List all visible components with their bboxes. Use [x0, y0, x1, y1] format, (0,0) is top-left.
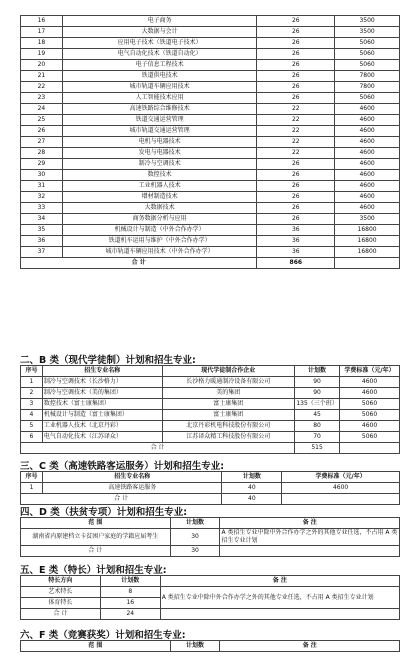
plan-count: 22 [257, 115, 335, 126]
plan-count: 22 [257, 104, 335, 115]
table-row [21, 115, 400, 126]
major-name: 大数据与会计 [62, 27, 257, 38]
section-a-table [20, 15, 400, 269]
plan-count: 90 [295, 377, 340, 388]
e-note: A 类招生专业中除中外合作办学之外的其他专业任选，不占用 A 类招生专业计划 [160, 587, 399, 609]
major-name: 电子商务 [62, 16, 257, 27]
major-name: 铁道交通运营管理 [62, 115, 257, 126]
table-row [21, 170, 400, 181]
row-number: 1 [21, 377, 43, 388]
table-row [21, 247, 400, 258]
table-row [21, 236, 400, 247]
table-row [21, 377, 400, 388]
table-row [21, 27, 400, 38]
e-dir-sport: 体育特长 [21, 598, 101, 609]
partner-company: 北京丹彩机电科技股份有限公司 [162, 421, 295, 432]
partner-company: 江苏译众精工科技股份有限公司 [162, 432, 295, 443]
header-row [21, 472, 400, 483]
plan-count: 36 [257, 236, 335, 247]
total-row [21, 258, 400, 269]
plan-count: 26 [257, 159, 335, 170]
plan-count: 26 [257, 192, 335, 203]
row-number: 18 [21, 38, 63, 49]
major-name: 工业机器人技术（北京丹彩） [42, 421, 162, 432]
section-f-table [20, 640, 400, 652]
major-name: 制冷与空调技术（长沙格力） [42, 377, 162, 388]
tuition-fee: 5060 [335, 60, 400, 71]
tuition-fee: 7800 [335, 71, 400, 82]
major-name: 数控技术（富士康集团） [42, 399, 162, 410]
total-label: 合 计 [21, 494, 222, 505]
major-name: 电子信息工程技术 [62, 60, 257, 71]
major-name: 制冷与空调技术 [62, 159, 257, 170]
b-header-1: 招生专业名称 [42, 366, 162, 377]
row-number: 19 [21, 49, 63, 60]
d-plan: 30 [170, 529, 220, 546]
plan-count: 26 [257, 82, 335, 93]
row-number: 21 [21, 71, 63, 82]
table-row [21, 181, 400, 192]
major-name: 铁道机车运用与维护（中外合作办学） [62, 236, 257, 247]
plan-count: 26 [257, 93, 335, 104]
table-row [21, 421, 400, 432]
row-number: 1 [21, 483, 43, 494]
e-header-plan: 计划数 [100, 576, 160, 587]
row-number: 22 [21, 82, 63, 93]
tuition-fee: 4600 [335, 104, 400, 115]
major-name: 制冷与空调技术（美的集团） [42, 388, 162, 399]
plan-count: 26 [257, 38, 335, 49]
e-total-label: 合 计 [21, 609, 101, 620]
row-number: 23 [21, 93, 63, 104]
major-name: 铁道供电技术 [62, 71, 257, 82]
e-total-blank [160, 609, 399, 620]
table-row [21, 148, 400, 159]
tuition-fee: 4600 [335, 203, 400, 214]
e-total: 24 [100, 609, 160, 620]
table-row [21, 137, 400, 148]
row-number: 3 [21, 399, 43, 410]
tuition-fee: 5060 [335, 38, 400, 49]
b-header-2: 现代学徒制合作企业 [162, 366, 295, 377]
c-header-1: 招生专业名称 [42, 472, 221, 483]
table-row [21, 38, 400, 49]
row-number: 32 [21, 192, 63, 203]
table-row [21, 432, 400, 443]
row-number: 30 [21, 170, 63, 181]
major-name: 电气自动化技术（江苏译众） [42, 432, 162, 443]
plan-count: 70 [295, 432, 340, 443]
major-name: 城市轨道车辆应用技术 [62, 82, 257, 93]
d-header-plan: 计划数 [170, 518, 220, 529]
section-c-table [20, 471, 400, 505]
table-row [21, 203, 400, 214]
plan-count: 26 [257, 60, 335, 71]
section-c-title: 三、C 类（高速铁路客运服务）计划和招生专业: [20, 461, 225, 472]
plan-count: 22 [257, 137, 335, 148]
plan-count: 26 [257, 170, 335, 181]
partner-company: 长沙格力暖通制冷设备有限公司 [162, 377, 295, 388]
major-name: 增材制造技术 [62, 192, 257, 203]
section-b-table [20, 365, 400, 454]
row-number: 17 [21, 27, 63, 38]
plan-count: 22 [257, 148, 335, 159]
d-note: A 类招生专业中除中外合作办学之外的其他专业任选，不占用 A 类招生专业计划 [220, 529, 400, 546]
d-scope: 湖南省内原建档立卡贫困户家庭的学籍应届考生 [21, 529, 171, 546]
total-blank [340, 443, 400, 454]
major-name: 人工智能技术应用 [62, 93, 257, 104]
tuition-fee: 4600 [282, 483, 400, 494]
major-name: 电机与电器技术 [62, 137, 257, 148]
row-number: 20 [21, 60, 63, 71]
row-number: 16 [21, 16, 63, 27]
row-number: 31 [21, 181, 63, 192]
tuition-fee: 16800 [335, 225, 400, 236]
row-number: 37 [21, 247, 63, 258]
plan-count: 26 [257, 49, 335, 60]
row-number: 6 [21, 432, 43, 443]
total-plan: 515 [295, 443, 340, 454]
e-dir-art: 艺术特长 [21, 587, 101, 598]
plan-count: 135（三个班） [295, 399, 340, 410]
f-header-note: 备 注 [220, 641, 400, 652]
tuition-fee: 5060 [340, 399, 400, 410]
tuition-fee: 4600 [335, 192, 400, 203]
d-total-blank [220, 546, 400, 557]
total-blank [282, 494, 400, 505]
table-row [21, 71, 400, 82]
major-name: 城市轨道车辆应用技术（中外合作办学） [62, 247, 257, 258]
header-row [21, 366, 400, 377]
d-total: 30 [170, 546, 220, 557]
major-name: 应用电子技术（铁道电子技术） [62, 38, 257, 49]
total-label: 合 计 [21, 443, 295, 454]
partner-company: 富士康集团 [162, 399, 295, 410]
plan-count: 26 [257, 16, 335, 27]
plan-count: 26 [257, 27, 335, 38]
tuition-fee: 5060 [335, 93, 400, 104]
major-name: 电气自动化技术（铁道自动化） [62, 49, 257, 60]
plan-count: 26 [257, 71, 335, 82]
section-e-table [20, 575, 400, 620]
b-header-0: 序号 [21, 366, 43, 377]
tuition-fee: 3500 [335, 27, 400, 38]
table-row [21, 225, 400, 236]
plan-count: 36 [257, 225, 335, 236]
table-row [21, 60, 400, 71]
tuition-fee: 4600 [335, 181, 400, 192]
tuition-fee: 16800 [335, 236, 400, 247]
section-b-title: 二、B 类（现代学徒制）计划和招生专业: [20, 355, 196, 366]
b-header-4: 学费标准（元/年） [340, 366, 400, 377]
section-d-title: 四、D 类（扶贫专项）计划和招生专业: [20, 507, 187, 518]
row-number: 26 [21, 126, 63, 137]
plan-count: 90 [295, 388, 340, 399]
table-row [21, 214, 400, 225]
tuition-fee: 4600 [335, 148, 400, 159]
e-plan-art: 8 [100, 587, 160, 598]
total-label: 合 计 [21, 258, 257, 269]
major-name: 商务数据分析与应用 [62, 214, 257, 225]
row-number: 2 [21, 388, 43, 399]
tuition-fee: 4600 [340, 377, 400, 388]
row-number: 35 [21, 225, 63, 236]
table-row [21, 93, 400, 104]
plan-count: 36 [257, 247, 335, 258]
table-row [21, 410, 400, 421]
tuition-fee: 3500 [335, 214, 400, 225]
plan-count: 80 [295, 421, 340, 432]
d-header-scope: 范 围 [21, 518, 171, 529]
tuition-fee: 4600 [335, 159, 400, 170]
major-name: 机械设计与制造（中外合作办学） [62, 225, 257, 236]
tuition-fee: 4600 [335, 137, 400, 148]
row-number: 24 [21, 104, 63, 115]
major-name: 工业机器人技术 [62, 181, 257, 192]
major-name: 高速铁路综合维修技术 [62, 104, 257, 115]
major-name: 发电与电器技术 [62, 148, 257, 159]
total-plan: 40 [222, 494, 282, 505]
partner-company: 美的集团 [162, 388, 295, 399]
major-name: 机械设计与制造（富士康集团） [42, 410, 162, 421]
plan-count: 40 [222, 483, 282, 494]
row-number: 27 [21, 137, 63, 148]
section-f-title: 六、F 类（竞赛获奖）计划和招生专业: [20, 630, 186, 641]
table-row [21, 126, 400, 137]
tuition-fee: 16800 [335, 247, 400, 258]
major-name: 城市轨道交通运营管理 [62, 126, 257, 137]
c-header-3: 学费标准（元/年） [282, 472, 400, 483]
tuition-fee: 4600 [335, 115, 400, 126]
section-d-table [20, 517, 400, 557]
tuition-fee: 4600 [340, 421, 400, 432]
tuition-fee: 4600 [340, 388, 400, 399]
e-header-note: 备 注 [160, 576, 399, 587]
plan-count: 45 [295, 410, 340, 421]
plan-count: 22 [257, 126, 335, 137]
plan-count: 26 [257, 214, 335, 225]
major-name: 数控技术 [62, 170, 257, 181]
major-name: 高速铁路客运服务 [42, 483, 221, 494]
row-number: 28 [21, 148, 63, 159]
table-row [21, 388, 400, 399]
row-number: 33 [21, 203, 63, 214]
table-row [21, 82, 400, 93]
table-row [21, 16, 400, 27]
total-blank [335, 258, 400, 269]
row-number: 36 [21, 236, 63, 247]
total-row [21, 443, 400, 454]
tuition-fee: 4600 [335, 126, 400, 137]
partner-company: 富士康集团 [162, 410, 295, 421]
row-number: 5 [21, 421, 43, 432]
section-e-title: 五、E 类（特长）计划和招生专业: [20, 565, 167, 576]
b-header-3: 计划数 [295, 366, 340, 377]
plan-count: 26 [257, 181, 335, 192]
c-header-2: 计划数 [222, 472, 282, 483]
e-header-dir: 特长方向 [21, 576, 101, 587]
row-number: 34 [21, 214, 63, 225]
table-row [21, 192, 400, 203]
tuition-fee: 7800 [335, 82, 400, 93]
table-row [21, 159, 400, 170]
total-plan: 866 [257, 258, 335, 269]
tuition-fee: 5060 [335, 49, 400, 60]
major-name: 大数据技术 [62, 203, 257, 214]
total-row [21, 494, 400, 505]
table-row [21, 399, 400, 410]
row-number: 29 [21, 159, 63, 170]
f-header-plan: 计划数 [170, 641, 220, 652]
tuition-fee: 5060 [340, 432, 400, 443]
row-number: 25 [21, 115, 63, 126]
plan-count: 26 [257, 203, 335, 214]
d-total-label: 合 计 [21, 546, 171, 557]
tuition-fee: 5060 [340, 410, 400, 421]
f-header-scope: 范 围 [21, 641, 171, 652]
tuition-fee: 3500 [335, 16, 400, 27]
table-row [21, 49, 400, 60]
d-header-note: 备 注 [220, 518, 400, 529]
table-row [21, 483, 400, 494]
c-header-0: 序号 [21, 472, 43, 483]
tuition-fee: 4600 [335, 170, 400, 181]
row-number: 4 [21, 410, 43, 421]
e-plan-sport: 16 [100, 598, 160, 609]
table-row [21, 104, 400, 115]
